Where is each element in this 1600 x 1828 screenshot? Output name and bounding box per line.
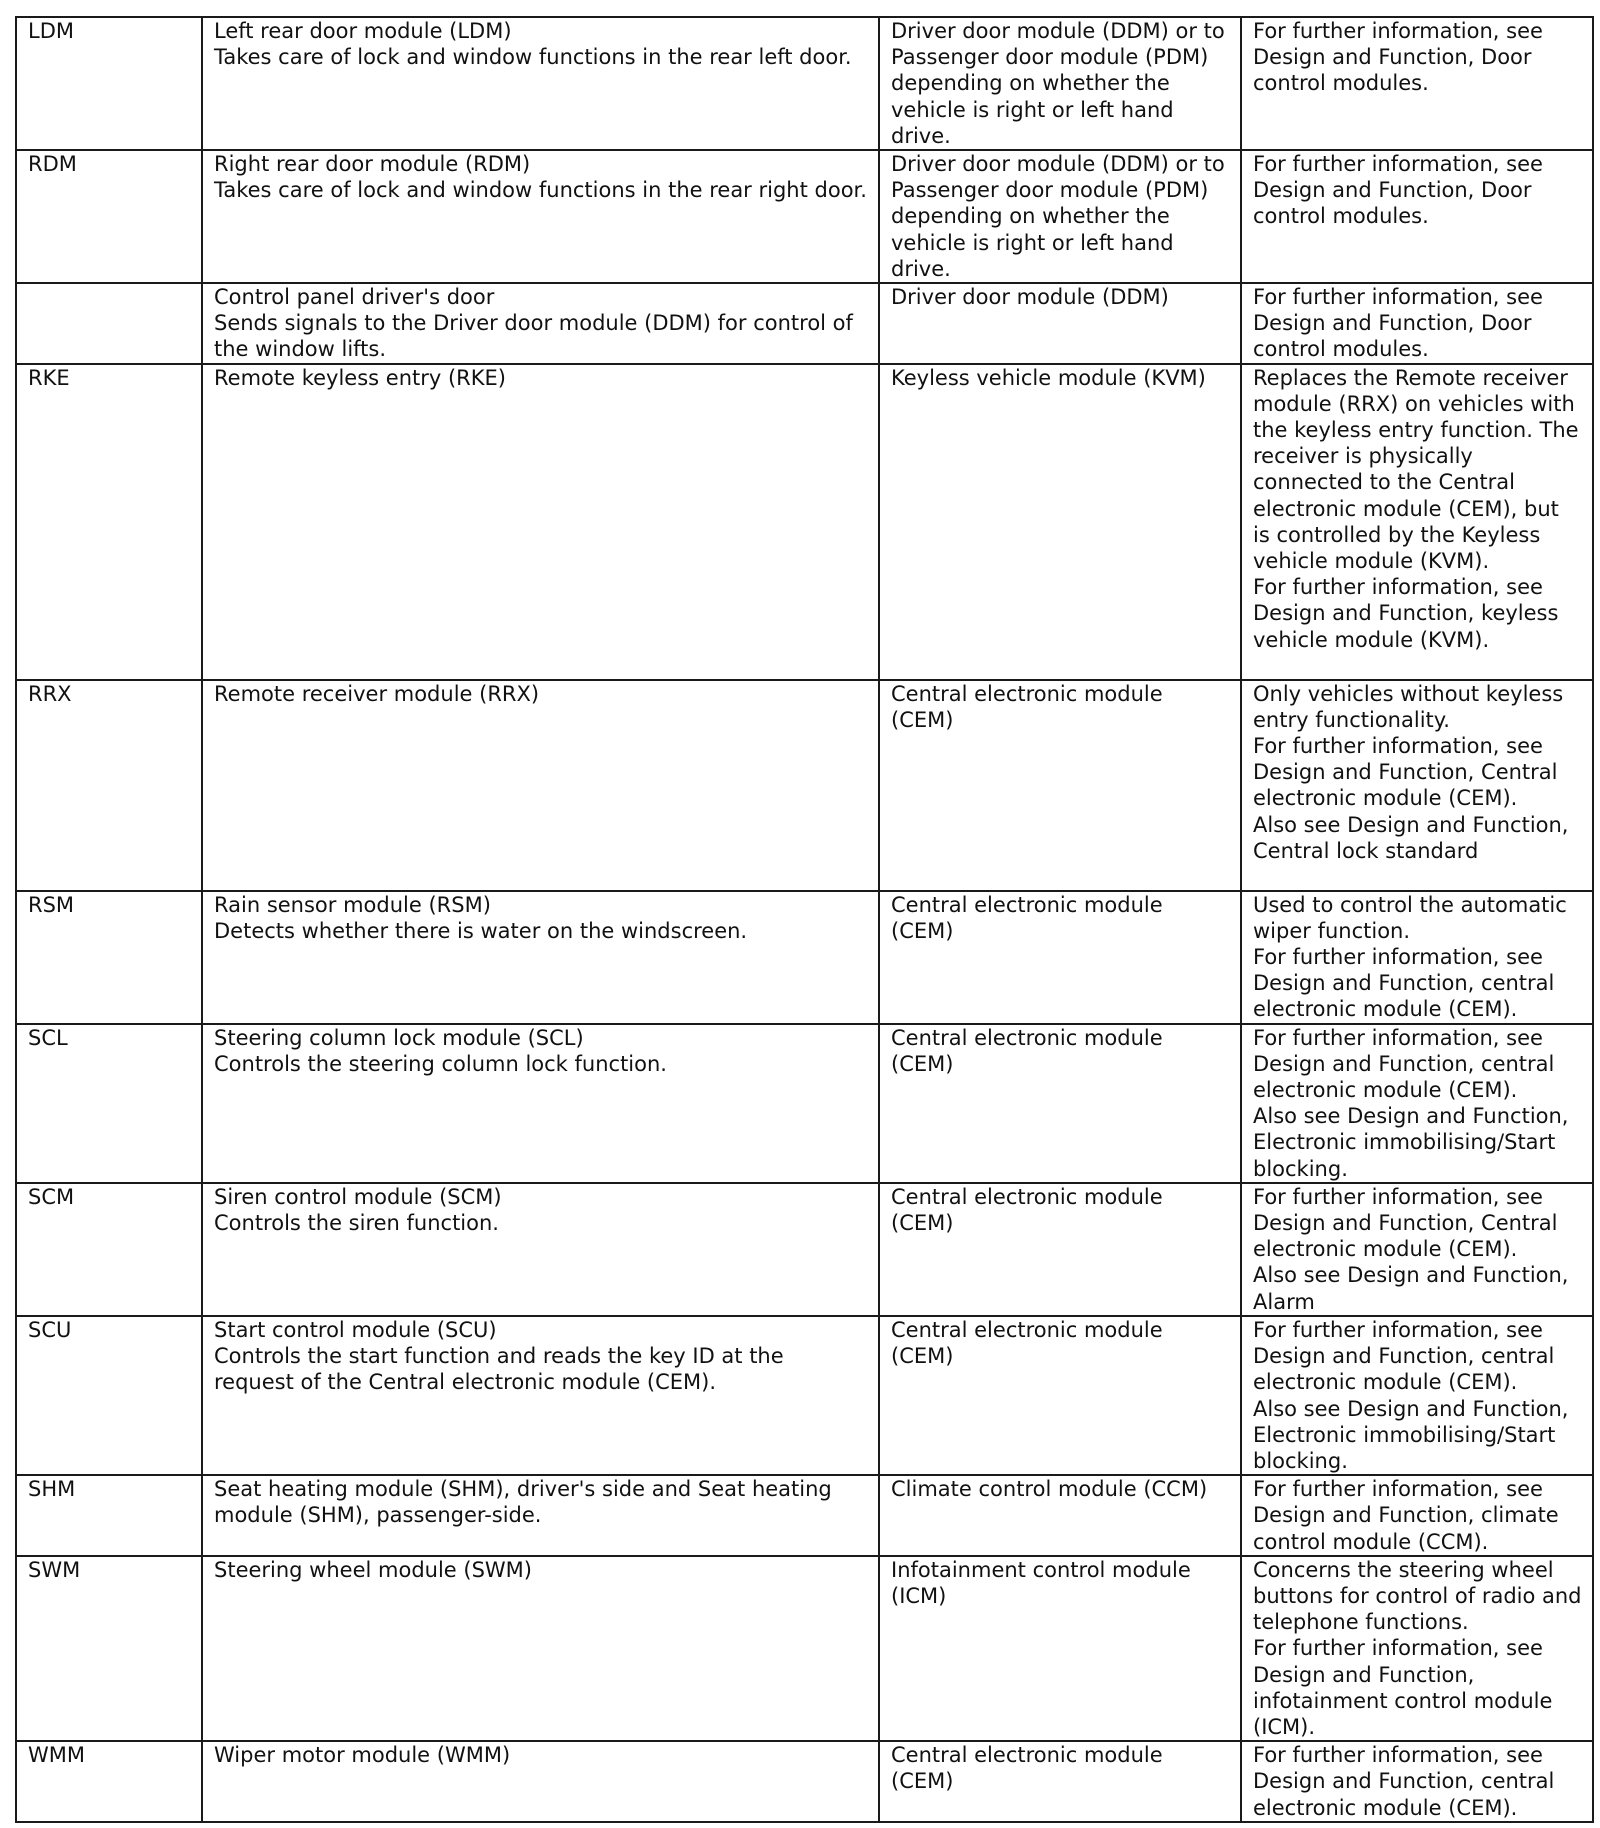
description-cell: Seat heating module (SHM), driver's side and Seat heating module (SHM), passenger-side. <box>202 1475 879 1556</box>
master-module-cell: Central electronic module (CEM) <box>879 1024 1241 1183</box>
comment-cell: For further information, see Design and Function, central electronic module (CEM). <box>1241 1741 1593 1822</box>
abbreviation-cell: SCL <box>16 1024 202 1183</box>
comment-cell: For further information, see Design and Function, Door control modules. <box>1241 150 1593 283</box>
master-module-cell: Driver door module (DDM) or to Passenger door module (PDM) depending on whether the vehicle is right or left hand drive. <box>879 150 1241 283</box>
comment-cell: For further information, see Design and Function, Door control modules. <box>1241 17 1593 150</box>
comment-cell: For further information, see Design and Function, Central electronic module (CEM). Also see Design and Function, Alarm <box>1241 1183 1593 1316</box>
master-module-cell: Infotainment control module (ICM) <box>879 1556 1241 1741</box>
comment-cell: Only vehicles without keyless entry functionality. For further information, see Design and Function, Central electronic module (CEM). Also see Design and Function, Central lock standard <box>1241 680 1593 891</box>
table-row <box>16 150 1593 283</box>
abbreviation-cell <box>16 283 202 364</box>
module-table <box>15 16 1594 1823</box>
table-row <box>16 1024 1593 1183</box>
abbreviation-cell: RRX <box>16 680 202 891</box>
abbreviation-cell: SHM <box>16 1475 202 1556</box>
description-cell: Right rear door module (RDM) Takes care of lock and window functions in the rear right door. <box>202 150 879 283</box>
table-row <box>16 680 1593 891</box>
table-row <box>16 283 1593 364</box>
abbreviation-cell: RSM <box>16 891 202 1024</box>
abbreviation-cell: RKE <box>16 364 202 680</box>
module-table-body <box>16 17 1593 1822</box>
table-row <box>16 1475 1593 1556</box>
master-module-cell: Central electronic module (CEM) <box>879 1316 1241 1475</box>
table-row <box>16 17 1593 150</box>
description-cell: Remote receiver module (RRX) <box>202 680 879 891</box>
master-module-cell: Central electronic module (CEM) <box>879 680 1241 891</box>
description-cell: Siren control module (SCM) Controls the siren function. <box>202 1183 879 1316</box>
master-module-cell: Central electronic module (CEM) <box>879 1741 1241 1822</box>
abbreviation-cell: SCM <box>16 1183 202 1316</box>
description-cell: Start control module (SCU) Controls the start function and reads the key ID at the request of the Central electronic module (CEM). <box>202 1316 879 1475</box>
master-module-cell: Central electronic module (CEM) <box>879 891 1241 1024</box>
description-cell: Remote keyless entry (RKE) <box>202 364 879 680</box>
comment-cell: For further information, see Design and Function, central electronic module (CEM). Also see Design and Function, Electronic immobilising/Start blocking. <box>1241 1024 1593 1183</box>
master-module-cell: Keyless vehicle module (KVM) <box>879 364 1241 680</box>
master-module-cell: Climate control module (CCM) <box>879 1475 1241 1556</box>
comment-cell: Replaces the Remote receiver module (RRX) on vehicles with the keyless entry function. The receiver is physically connected to the Central electronic module (CEM), but is controlled by the Keyless vehicle module (KVM). For further information, see Design and Function, keyless vehicle module (KVM). <box>1241 364 1593 680</box>
table-row <box>16 1183 1593 1316</box>
abbreviation-cell: RDM <box>16 150 202 283</box>
abbreviation-cell: LDM <box>16 17 202 150</box>
abbreviation-cell: WMM <box>16 1741 202 1822</box>
description-cell: Steering wheel module (SWM) <box>202 1556 879 1741</box>
description-cell: Wiper motor module (WMM) <box>202 1741 879 1822</box>
abbreviation-cell: SWM <box>16 1556 202 1741</box>
master-module-cell: Driver door module (DDM) or to Passenger door module (PDM) depending on whether the vehicle is right or left hand drive. <box>879 17 1241 150</box>
description-cell: Rain sensor module (RSM) Detects whether there is water on the windscreen. <box>202 891 879 1024</box>
master-module-cell: Central electronic module (CEM) <box>879 1183 1241 1316</box>
table-row <box>16 891 1593 1024</box>
master-module-cell: Driver door module (DDM) <box>879 283 1241 364</box>
comment-cell: For further information, see Design and Function, central electronic module (CEM). Also see Design and Function, Electronic immobilising/Start blocking. <box>1241 1316 1593 1475</box>
table-row <box>16 1741 1593 1822</box>
table-row <box>16 364 1593 680</box>
comment-cell: For further information, see Design and Function, Door control modules. <box>1241 283 1593 364</box>
description-cell: Left rear door module (LDM) Takes care of lock and window functions in the rear left door. <box>202 17 879 150</box>
abbreviation-cell: SCU <box>16 1316 202 1475</box>
table-row <box>16 1316 1593 1475</box>
description-cell: Control panel driver's door Sends signals to the Driver door module (DDM) for control of the window lifts. <box>202 283 879 364</box>
comment-cell: Concerns the steering wheel buttons for control of radio and telephone functions. For further information, see Design and Function, infotainment control module (ICM). <box>1241 1556 1593 1741</box>
comment-cell: For further information, see Design and Function, climate control module (CCM). <box>1241 1475 1593 1556</box>
comment-cell: Used to control the automatic wiper function. For further information, see Design and Function, central electronic module (CEM). <box>1241 891 1593 1024</box>
table-row <box>16 1556 1593 1741</box>
description-cell: Steering column lock module (SCL) Controls the steering column lock function. <box>202 1024 879 1183</box>
